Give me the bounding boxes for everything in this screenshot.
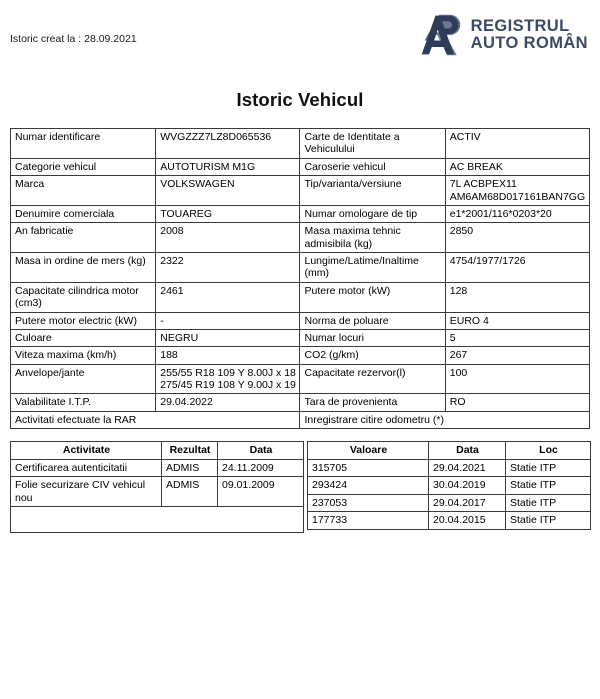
cell-value-left: 188 xyxy=(156,347,300,364)
cell-value-right: 7L ACBPEX11 AM6AM68D017161BAN7GG xyxy=(445,176,589,206)
created-date-label: Istoric creat la : 28.09.2021 xyxy=(10,33,137,45)
cell-value-right: ACTIV xyxy=(445,129,589,159)
cell-value-right: AC BREAK xyxy=(445,158,589,175)
cell-date: 30.04.2019 xyxy=(429,477,506,495)
cell-label-right: Tip/varianta/versiune xyxy=(300,176,445,206)
cell-activity: Certificarea autenticitatii xyxy=(11,459,162,477)
cell-label-left: Viteza maxima (km/h) xyxy=(11,347,156,364)
brand-line-2: AUTO ROMÂN xyxy=(470,34,588,52)
column-header-date: Data xyxy=(218,442,304,460)
cell-value-right: e1*2001/116*0203*20 xyxy=(445,205,589,222)
cell-result: ADMIS xyxy=(162,477,218,507)
document-header xyxy=(0,0,600,72)
cell-place: Statie ITP xyxy=(506,477,591,495)
cell-value: 293424 xyxy=(308,477,429,495)
column-header-date: Data xyxy=(429,442,506,460)
cell-result: ADMIS xyxy=(162,459,218,477)
cell-label-left: Anvelope/jante xyxy=(11,364,156,394)
cell-value-right: 4754/1977/1726 xyxy=(445,253,589,283)
section-band-row xyxy=(11,411,590,428)
table-row xyxy=(11,394,590,411)
cell-value-right: 100 xyxy=(445,364,589,394)
cell-label-left: Capacitate cilindrica motor (cm3) xyxy=(11,282,156,312)
cell-label-right: Tara de provenienta xyxy=(300,394,445,411)
table-row xyxy=(11,158,590,175)
cell-label-right: Lungime/Latime/Inaltime (mm) xyxy=(300,253,445,283)
cell-date: 09.01.2009 xyxy=(218,477,304,507)
vehicle-details-section xyxy=(10,128,590,429)
cell-value-left: - xyxy=(156,312,300,329)
vehicle-details-table xyxy=(10,128,590,429)
activities-table-body xyxy=(11,459,304,533)
cell-value-right: RO xyxy=(445,394,589,411)
odometer-table-head xyxy=(308,442,591,460)
table-row xyxy=(308,459,591,477)
cell-label-left: An fabricatie xyxy=(11,223,156,253)
cell-activity: Folie securizare CIV vehicul nou xyxy=(11,477,162,507)
table-row xyxy=(11,459,304,477)
cell-value-left: NEGRU xyxy=(156,329,300,346)
cell-label-right: Numar omologare de tip xyxy=(300,205,445,222)
table-row xyxy=(11,364,590,394)
cell-value: 177733 xyxy=(308,512,429,530)
cell-label-right: CO2 (g/km) xyxy=(300,347,445,364)
cell-label-left: Putere motor electric (kW) xyxy=(11,312,156,329)
cell-date: 24.11.2009 xyxy=(218,459,304,477)
table-row xyxy=(308,477,591,495)
cell-place: Statie ITP xyxy=(506,459,591,477)
cell-value-left: 2322 xyxy=(156,253,300,283)
table-row xyxy=(308,512,591,530)
cell-label-left: Masa in ordine de mers (kg) xyxy=(11,253,156,283)
cell-label-left: Numar identificare xyxy=(11,129,156,159)
cell-value-left: TOUAREG xyxy=(156,205,300,222)
activities-pane xyxy=(10,441,303,533)
cell-place: Statie ITP xyxy=(506,512,591,530)
rar-brand-words xyxy=(471,18,588,53)
cell-value-left: 29.04.2022 xyxy=(156,394,300,411)
table-header-row xyxy=(308,442,591,460)
cell-value-left: VOLKSWAGEN xyxy=(156,176,300,206)
odometer-table xyxy=(307,441,591,530)
cell-date: 29.04.2021 xyxy=(429,459,506,477)
cell-label-right: Numar locuri xyxy=(300,329,445,346)
cell-value-right: EURO 4 xyxy=(445,312,589,329)
rar-brand xyxy=(418,12,588,58)
cell-value-right: 267 xyxy=(445,347,589,364)
column-header-activity: Activitate xyxy=(11,442,162,460)
cell-value-left: AUTOTURISM M1G xyxy=(156,158,300,175)
cell-label-left: Categorie vehicul xyxy=(11,158,156,175)
vehicle-details-body xyxy=(11,129,590,429)
table-row xyxy=(11,223,590,253)
cell-place: Statie ITP xyxy=(506,494,591,512)
cell-value: 315705 xyxy=(308,459,429,477)
cell-label-right: Carte de Identitate a Vehiculului xyxy=(300,129,445,159)
table-row xyxy=(308,494,591,512)
column-header-result: Rezultat xyxy=(162,442,218,460)
cell-label-left: Culoare xyxy=(11,329,156,346)
table-row xyxy=(11,129,590,159)
brand-line-1: REGISTRUL xyxy=(470,16,570,35)
cell-date: 29.04.2017 xyxy=(429,494,506,512)
page-title: Istoric Vehicul xyxy=(236,89,364,110)
cell-value-left: 2461 xyxy=(156,282,300,312)
table-row xyxy=(11,347,590,364)
table-row xyxy=(11,329,590,346)
cell-label-right: Norma de poluare xyxy=(300,312,445,329)
cell-value-right: 5 xyxy=(445,329,589,346)
cell-value: 237053 xyxy=(308,494,429,512)
rar-logo-icon xyxy=(418,12,464,58)
activities-table xyxy=(10,441,304,533)
table-row xyxy=(11,282,590,312)
bottom-tables-section xyxy=(10,441,590,533)
odometer-table-body xyxy=(308,459,591,529)
odometer-pane xyxy=(307,441,590,530)
table-row-empty xyxy=(11,507,304,533)
cell-date: 20.04.2015 xyxy=(429,512,506,530)
cell-value-right: 128 xyxy=(445,282,589,312)
cell-value-left: 2008 xyxy=(156,223,300,253)
cell-value-left: 255/55 R18 109 Y 8.00J x 18 275/45 R19 108 Y 9.00J x 19 xyxy=(156,364,300,394)
cell-value-right: 2850 xyxy=(445,223,589,253)
table-row xyxy=(11,253,590,283)
cell-value-left: WVGZZZ7LZ8D065536 xyxy=(156,129,300,159)
cell-label-right: Masa maxima tehnic admisibila (kg) xyxy=(300,223,445,253)
cell-label-right: Caroserie vehicul xyxy=(300,158,445,175)
cell-label-left: Valabilitate I.T.P. xyxy=(11,394,156,411)
cell-label-left: Denumire comerciala xyxy=(11,205,156,222)
table-row xyxy=(11,205,590,222)
table-row xyxy=(11,176,590,206)
cell-label-left: Marca xyxy=(11,176,156,206)
activities-band-title: Activitati efectuate la RAR xyxy=(11,411,300,428)
odometer-band-title: Inregistrare citire odometru (*) xyxy=(300,411,590,428)
column-header-place: Loc xyxy=(506,442,591,460)
table-header-row xyxy=(11,442,304,460)
table-row xyxy=(11,312,590,329)
table-row xyxy=(11,477,304,507)
activities-table-head xyxy=(11,442,304,460)
cell-empty xyxy=(11,507,304,533)
column-header-value: Valoare xyxy=(308,442,429,460)
cell-label-right: Capacitate rezervor(l) xyxy=(300,364,445,394)
cell-label-right: Putere motor (kW) xyxy=(300,282,445,312)
